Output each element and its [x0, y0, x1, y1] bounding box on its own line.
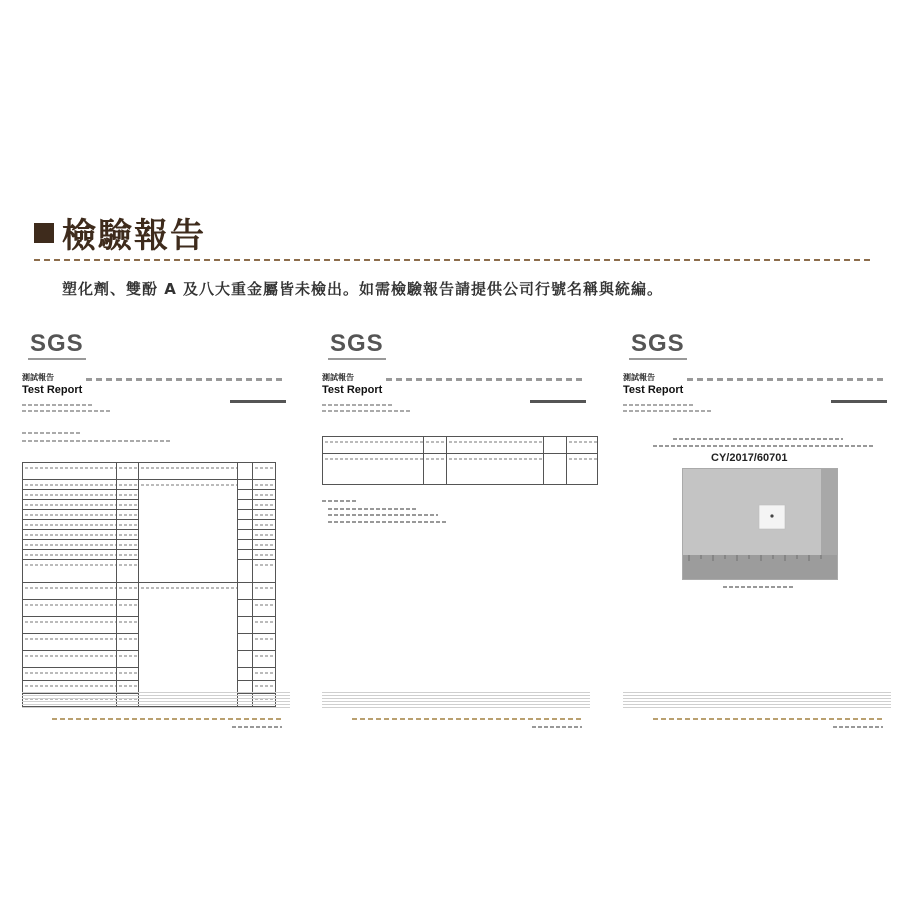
report-text-line [623, 410, 713, 412]
report-results-table [322, 436, 598, 485]
report-title-cn: 測試報告 [322, 373, 354, 382]
report-text-line [22, 440, 172, 442]
report-footer-text [322, 692, 590, 710]
report-page-1 [22, 328, 290, 738]
report-title-en: Test Report [22, 384, 83, 396]
report-text-line [623, 404, 693, 406]
page-subtitle: 塑化劑、雙酚 A 及八大重金屬皆未檢出。如需檢驗報告請提供公司行號名稱與統編。 [62, 280, 664, 298]
report-note-line [328, 508, 418, 510]
report-text-line [322, 410, 412, 412]
report-barcode [230, 400, 286, 403]
report-text-line [22, 432, 82, 434]
sgs-logo: SGS [328, 330, 386, 360]
report-note-line [653, 445, 873, 447]
report-title-en: Test Report [322, 384, 383, 396]
sample-photo-image [683, 469, 837, 579]
report-footer-text [623, 692, 891, 710]
sample-id: CY/2017/60701 [711, 452, 788, 464]
page-header [34, 208, 206, 257]
report-note-line [322, 500, 358, 502]
report-footer-line [653, 718, 883, 720]
report-note-line [723, 586, 793, 588]
report-footer-line [833, 726, 883, 728]
report-title-en: Test Report [623, 384, 684, 396]
report-note-line [328, 521, 448, 523]
report-footer-line [52, 718, 282, 720]
report-title-cn: 測試報告 [22, 373, 54, 382]
report-barcode [831, 400, 887, 403]
report-footer-text [22, 692, 290, 710]
header-square-icon [34, 223, 54, 243]
report-barcode [530, 400, 586, 403]
report-results-table [22, 462, 276, 707]
report-footer-line [352, 718, 582, 720]
report-page-2 [322, 328, 590, 738]
sample-photo [682, 468, 838, 580]
report-text-line [22, 410, 112, 412]
report-note-line [328, 514, 438, 516]
sgs-logo: SGS [629, 330, 687, 360]
report-meta-line [687, 378, 887, 381]
report-text-line [22, 404, 92, 406]
report-note-line [673, 438, 843, 440]
report-footer-line [532, 726, 582, 728]
page-title: 檢驗報告 [62, 216, 206, 256]
sgs-logo: SGS [28, 330, 86, 360]
report-meta-line [386, 378, 586, 381]
report-footer-line [232, 726, 282, 728]
report-title-cn: 測試報告 [623, 373, 655, 382]
header-divider [34, 259, 870, 261]
report-text-line [322, 404, 392, 406]
report-meta-line [86, 378, 286, 381]
report-page-3 [623, 328, 891, 738]
